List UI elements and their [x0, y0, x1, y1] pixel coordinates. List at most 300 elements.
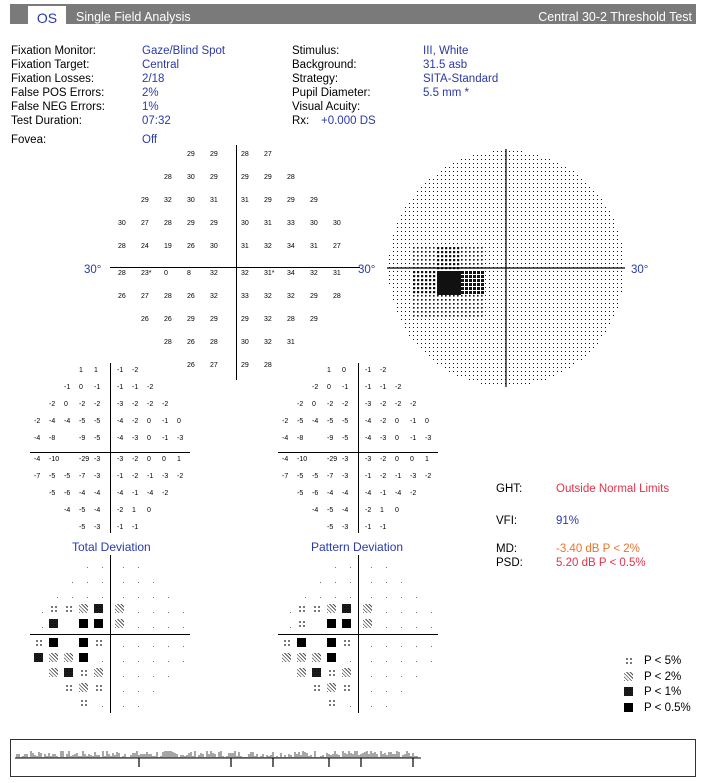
gray-dot — [457, 239, 458, 240]
probability-symbol — [49, 638, 58, 647]
gray-dot — [525, 279, 526, 280]
gray-dot — [481, 283, 484, 286]
gray-dot — [469, 195, 470, 196]
param-label: Fovea: — [11, 134, 47, 146]
gray-dot — [485, 155, 486, 156]
gray-dot — [529, 319, 530, 320]
gray-dot — [481, 303, 483, 305]
probability-symbol — [34, 653, 43, 662]
gray-dot — [393, 251, 394, 252]
gray-dot — [493, 299, 494, 300]
gray-dot — [469, 255, 471, 257]
gray-dot — [417, 311, 419, 313]
gray-dot — [425, 211, 426, 212]
gray-dot — [461, 251, 463, 253]
gray-dot — [613, 231, 614, 232]
gray-dot — [437, 195, 438, 196]
gray-dot — [489, 187, 490, 188]
grid-value: -3 — [177, 435, 184, 442]
gray-dot — [513, 219, 514, 220]
gray-dot — [449, 219, 450, 220]
gray-dot — [445, 283, 449, 287]
gray-dot — [573, 219, 574, 220]
gray-dot — [417, 279, 419, 281]
gray-dot — [497, 191, 498, 192]
grid-value: 32 — [264, 316, 272, 323]
gray-dot — [465, 339, 466, 340]
gray-dot — [525, 159, 526, 160]
gray-dot — [517, 307, 518, 308]
grid-value: 30 — [333, 220, 341, 227]
gray-dot — [493, 331, 494, 332]
gray-dot — [397, 303, 398, 304]
gray-dot — [577, 187, 578, 188]
gray-dot — [481, 275, 484, 278]
gray-dot — [473, 343, 474, 344]
gray-dot — [405, 287, 406, 288]
grid-value: 0 — [79, 384, 83, 391]
gray-dot — [401, 287, 402, 288]
gray-dot — [473, 231, 474, 232]
gray-dot — [453, 291, 457, 295]
gray-dot — [549, 251, 550, 252]
gray-dot — [617, 243, 618, 244]
gray-dot — [457, 367, 458, 368]
grid-value: 29 — [210, 174, 218, 181]
gray-dot — [621, 279, 622, 280]
gray-dot — [533, 199, 534, 200]
gray-dot — [501, 195, 502, 196]
grid-value: 26 — [164, 316, 172, 323]
gray-dot — [537, 191, 538, 192]
grid-value: 0 — [312, 401, 316, 408]
grid-value: -2 — [162, 401, 169, 408]
gray-dot — [481, 311, 483, 313]
total-deviation-probability — [30, 555, 190, 715]
gray-dot — [437, 207, 438, 208]
gray-dot — [617, 263, 618, 264]
gray-dot — [437, 315, 439, 317]
grid-value: -4 — [327, 490, 334, 497]
probability-symbol — [342, 619, 351, 628]
gray-dot — [597, 211, 598, 212]
gray-dot — [549, 227, 550, 228]
gray-dot — [549, 375, 550, 376]
gray-dot — [421, 263, 423, 265]
gray-dot — [509, 323, 510, 324]
gray-dot — [509, 243, 510, 244]
gray-dot — [605, 235, 606, 236]
gray-dot — [537, 171, 538, 172]
gray-dot — [541, 255, 542, 256]
gray-dot — [565, 355, 566, 356]
gray-dot — [529, 307, 530, 308]
gray-dot — [561, 355, 562, 356]
gray-dot — [621, 271, 622, 272]
gray-dot — [445, 223, 446, 224]
gray-dot — [489, 347, 490, 348]
gray-dot — [497, 287, 498, 288]
gray-dot — [437, 287, 441, 291]
gray-dot — [417, 327, 418, 328]
grid-value: -4 — [365, 490, 372, 497]
gray-dot — [581, 279, 582, 280]
grid-value: 30 — [310, 220, 318, 227]
gray-dot — [597, 335, 598, 336]
gray-dot — [501, 307, 502, 308]
gray-dot — [433, 251, 435, 253]
gray-dot — [477, 171, 478, 172]
gray-dot — [597, 319, 598, 320]
gray-dot — [537, 207, 538, 208]
gray-dot — [529, 347, 530, 348]
gray-dot — [485, 223, 486, 224]
gray-dot — [541, 207, 542, 208]
gray-dot — [549, 319, 550, 320]
gray-dot — [585, 223, 586, 224]
gray-dot — [477, 251, 479, 253]
param-label: Test Duration: — [11, 115, 82, 127]
gray-dot — [521, 279, 522, 280]
gray-dot — [501, 287, 502, 288]
vertical-axis — [236, 145, 237, 380]
horizontal-axis — [110, 267, 360, 268]
gray-dot — [545, 307, 546, 308]
gray-dot — [477, 379, 478, 380]
gray-dot — [485, 351, 486, 352]
gray-dot — [513, 211, 514, 212]
gray-dot — [409, 271, 410, 272]
vfi-label: VFI: — [496, 515, 518, 527]
gray-dot — [537, 371, 538, 372]
gray-dot — [441, 347, 442, 348]
gray-dot — [457, 195, 458, 196]
gray-dot — [613, 251, 614, 252]
grayscale-plot — [387, 149, 625, 387]
gray-dot — [533, 335, 534, 336]
gray-dot — [549, 279, 550, 280]
gray-dot — [581, 183, 582, 184]
gray-dot — [465, 347, 466, 348]
gray-dot — [501, 379, 502, 380]
gray-dot — [565, 271, 566, 272]
grid-value: 31 — [210, 197, 218, 204]
gray-dot — [533, 215, 534, 216]
grid-value: -1 — [342, 384, 349, 391]
gray-dot — [501, 191, 502, 192]
gray-dot — [533, 351, 534, 352]
probability-symbol — [79, 638, 88, 647]
gray-dot — [557, 175, 558, 176]
gray-dot — [469, 167, 470, 168]
gray-dot — [449, 371, 450, 372]
gray-dot — [541, 283, 542, 284]
probability-symbol — [64, 589, 73, 598]
gray-dot — [401, 295, 402, 296]
grid-value: 34 — [287, 270, 295, 277]
md-value: -3.40 dB P < 2% — [556, 543, 640, 555]
gray-dot — [413, 223, 414, 224]
gray-dot — [413, 231, 414, 232]
gray-dot — [481, 295, 483, 297]
gray-dot — [445, 255, 447, 257]
gray-dot — [525, 163, 526, 164]
gray-dot — [397, 287, 398, 288]
gray-dot — [573, 319, 574, 320]
gray-dot — [465, 175, 466, 176]
gray-dot — [557, 179, 558, 180]
probability-symbol — [34, 638, 43, 647]
gray-dot — [485, 347, 486, 348]
grid-value: -2 — [147, 384, 154, 391]
gray-dot — [541, 223, 542, 224]
gray-dot — [541, 247, 542, 248]
gray-dot — [489, 195, 490, 196]
gray-dot — [457, 247, 459, 249]
grid-value: 29 — [187, 316, 195, 323]
gray-dot — [437, 231, 438, 232]
gray-dot — [565, 203, 566, 204]
gray-dot — [565, 307, 566, 308]
grid-value: -4 — [395, 490, 402, 497]
gray-dot — [601, 311, 602, 312]
gray-dot — [433, 231, 434, 232]
grid-value: -4 — [34, 456, 41, 463]
gray-dot — [561, 223, 562, 224]
gray-dot — [549, 287, 550, 288]
grid-value: -8 — [49, 435, 56, 442]
gray-dot — [601, 247, 602, 248]
gray-dot — [573, 187, 574, 188]
gray-dot — [521, 319, 522, 320]
gray-dot — [485, 263, 486, 264]
gray-dot — [537, 339, 538, 340]
gray-dot — [437, 235, 438, 236]
gray-dot — [481, 323, 482, 324]
gray-dot — [477, 191, 478, 192]
gray-dot — [417, 231, 418, 232]
gray-dot — [589, 299, 590, 300]
gray-dot — [473, 351, 474, 352]
gray-dot — [437, 271, 441, 275]
gray-dot — [541, 211, 542, 212]
gray-dot — [537, 331, 538, 332]
gray-dot — [485, 355, 486, 356]
grid-value: 29 — [310, 316, 318, 323]
grid-value: 0 — [147, 456, 151, 463]
gray-dot — [573, 235, 574, 236]
gray-dot — [517, 175, 518, 176]
gray-dot — [425, 243, 426, 244]
gray-dot — [601, 251, 602, 252]
gray-dot — [465, 231, 466, 232]
grid-value: -1 — [365, 524, 372, 531]
gray-dot — [461, 303, 463, 305]
gray-dot — [525, 327, 526, 328]
gray-dot — [477, 343, 478, 344]
gray-dot — [537, 167, 538, 168]
probability-symbol — [378, 638, 387, 647]
gray-dot — [465, 223, 466, 224]
gray-dot — [429, 263, 431, 265]
gray-dot — [529, 275, 530, 276]
gray-dot — [417, 255, 419, 257]
gray-dot — [573, 315, 574, 316]
gray-dot — [589, 219, 590, 220]
gray-dot — [557, 343, 558, 344]
gray-dot — [473, 335, 474, 336]
gray-dot — [577, 271, 578, 272]
gray-dot — [453, 263, 455, 265]
gray-dot — [393, 259, 394, 260]
grid-value: -2 — [132, 473, 139, 480]
gray-dot — [525, 251, 526, 252]
gray-dot — [489, 351, 490, 352]
gray-dot — [405, 315, 406, 316]
gray-dot — [409, 283, 410, 284]
gray-dot — [565, 263, 566, 264]
gray-dot — [497, 295, 498, 296]
gray-dot — [545, 315, 546, 316]
gray-dot — [561, 295, 562, 296]
gray-dot — [561, 171, 562, 172]
gray-dot — [577, 355, 578, 356]
gray-dot — [601, 307, 602, 308]
gray-dot — [441, 263, 443, 265]
probability-symbol — [145, 653, 154, 662]
gray-dot — [477, 351, 478, 352]
total-deviation-values — [30, 363, 190, 533]
gray-dot — [425, 287, 427, 289]
gray-dot — [501, 163, 502, 164]
gray-dot — [529, 231, 530, 232]
grid-value: -5 — [94, 435, 101, 442]
gray-dot — [585, 307, 586, 308]
gray-dot — [517, 255, 518, 256]
gray-dot — [481, 167, 482, 168]
gray-dot — [573, 283, 574, 284]
gray-dot — [613, 271, 614, 272]
gray-dot — [493, 379, 494, 380]
gray-dot — [437, 355, 438, 356]
gray-dot — [509, 231, 510, 232]
gray-dot — [513, 255, 514, 256]
gray-dot — [457, 171, 458, 172]
gray-dot — [593, 271, 594, 272]
gray-dot — [401, 255, 402, 256]
gray-dot — [573, 183, 574, 184]
gray-dot — [537, 263, 538, 264]
gray-dot — [417, 335, 418, 336]
gray-dot — [593, 263, 594, 264]
gray-dot — [617, 303, 618, 304]
gray-dot — [449, 199, 450, 200]
grid-value: -5 — [342, 418, 349, 425]
gray-dot — [453, 227, 454, 228]
gray-dot — [437, 223, 438, 224]
gray-dot — [609, 251, 610, 252]
gray-dot — [541, 303, 542, 304]
grid-value: 0 — [64, 401, 68, 408]
gray-dot — [569, 319, 570, 320]
gray-dot — [557, 367, 558, 368]
gray-dot — [465, 323, 466, 324]
gray-dot — [581, 259, 582, 260]
gray-dot — [593, 283, 594, 284]
gray-dot — [441, 243, 442, 244]
gray-dot — [465, 255, 467, 257]
gray-dot — [417, 191, 418, 192]
gray-dot — [441, 315, 443, 317]
gray-dot — [525, 303, 526, 304]
gray-dot — [473, 307, 475, 309]
gray-dot — [449, 239, 450, 240]
gray-dot — [533, 363, 534, 364]
gray-dot — [521, 351, 522, 352]
gray-dot — [577, 207, 578, 208]
gray-dot — [433, 223, 434, 224]
gray-dot — [617, 283, 618, 284]
gray-dot — [457, 251, 459, 253]
gray-dot — [397, 275, 398, 276]
gray-dot — [445, 235, 446, 236]
probability-symbol — [94, 574, 103, 583]
gray-dot — [425, 203, 426, 204]
gray-dot — [473, 279, 476, 282]
gray-dot — [581, 255, 582, 256]
gray-dot — [429, 303, 431, 305]
gray-dot — [549, 271, 550, 272]
gray-dot — [589, 331, 590, 332]
gray-dot — [513, 187, 514, 188]
gray-dot — [489, 203, 490, 204]
gray-dot — [537, 355, 538, 356]
gray-dot — [613, 299, 614, 300]
gray-dot — [485, 295, 486, 296]
probability-symbol — [175, 653, 184, 662]
probability-symbol — [363, 683, 372, 692]
gray-dot — [605, 331, 606, 332]
grid-value: 29 — [187, 151, 195, 158]
probability-symbol — [282, 653, 291, 662]
gray-dot — [465, 291, 468, 294]
gray-dot — [473, 323, 474, 324]
probability-symbol — [297, 589, 306, 598]
gray-dot — [417, 299, 419, 301]
probability-symbol — [145, 668, 154, 677]
gray-dot — [545, 367, 546, 368]
gray-dot — [521, 259, 522, 260]
gray-dot — [453, 347, 454, 348]
gray-dot — [537, 299, 538, 300]
gray-dot — [509, 319, 510, 320]
gray-dot — [561, 359, 562, 360]
gray-dot — [421, 211, 422, 212]
gray-dot — [441, 175, 442, 176]
gray-dot — [601, 227, 602, 228]
gray-dot — [537, 243, 538, 244]
gray-dot — [449, 259, 451, 261]
gray-dot — [481, 315, 483, 317]
gray-dot — [597, 303, 598, 304]
gray-dot — [489, 275, 490, 276]
gray-dot — [453, 187, 454, 188]
gray-dot — [517, 367, 518, 368]
gray-dot — [513, 287, 514, 288]
gray-dot — [501, 207, 502, 208]
p05-symbol-icon — [624, 703, 633, 712]
gray-dot — [417, 307, 419, 309]
